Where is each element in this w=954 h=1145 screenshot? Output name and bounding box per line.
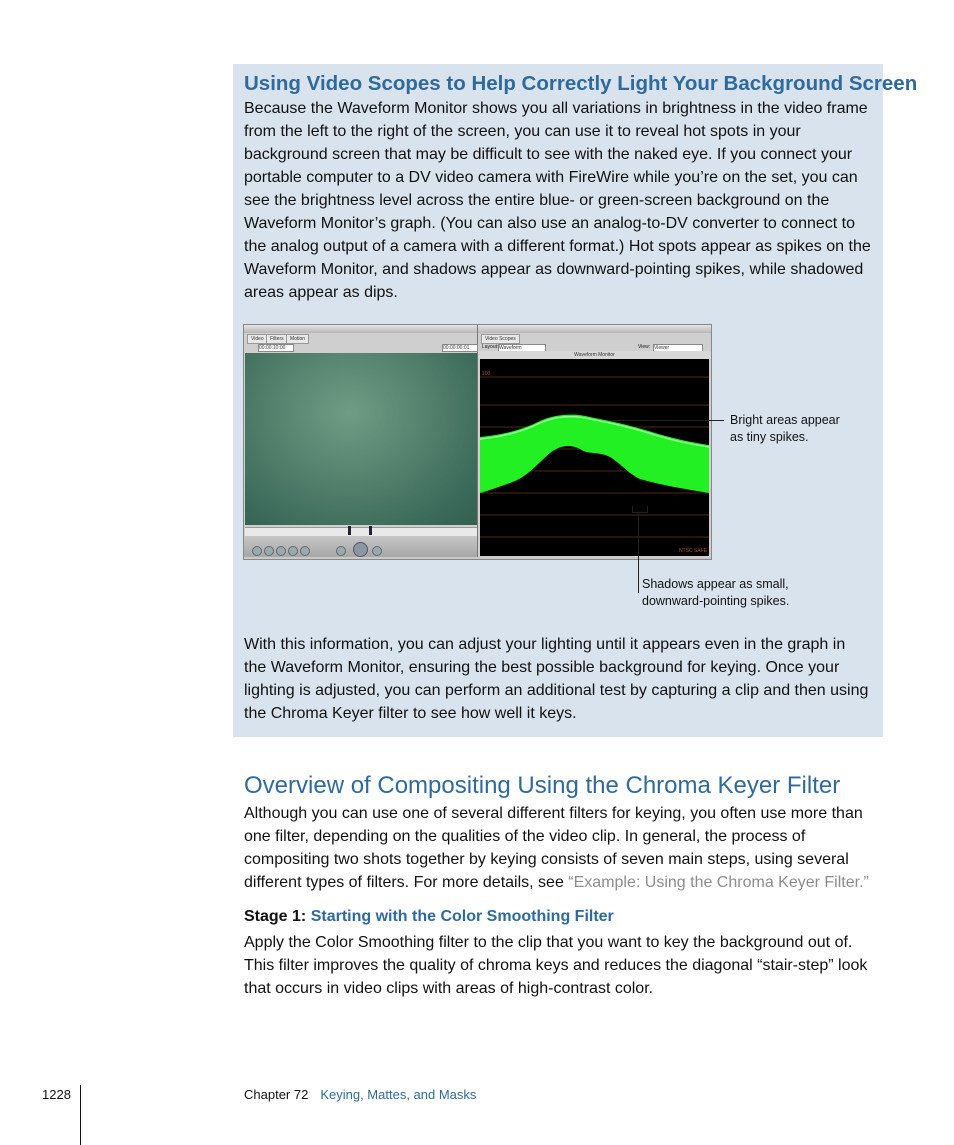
viewer-titlebar bbox=[244, 325, 477, 333]
sidebar-paragraph-1 bbox=[244, 97, 878, 304]
text-line: one filter, depending on the qualities of the video clip. In general, the process of bbox=[244, 828, 806, 845]
waveform-trace bbox=[480, 359, 709, 556]
timecode-duration: 00:00:10:00 bbox=[258, 344, 294, 352]
bracket-right bbox=[647, 506, 648, 513]
stage-link[interactable]: Starting with the Color Smoothing Filter bbox=[310, 908, 614, 925]
sidebar-title: Using Video Scopes to Help Correctly Light Your Background Screen bbox=[244, 72, 918, 95]
match-frame-button[interactable] bbox=[300, 546, 310, 556]
waveform-graph bbox=[480, 359, 709, 556]
mark-in-button[interactable] bbox=[252, 546, 262, 556]
text-line: Waveform Monitor’s graph. (You can also use an analog-to-DV converter to connect to bbox=[244, 215, 855, 232]
callout-line: Bright areas appear bbox=[730, 413, 840, 427]
play-button[interactable] bbox=[353, 542, 368, 557]
text-line: portable computer to a DV video camera with FireWire while you’re on the set, you can bbox=[244, 169, 858, 186]
stage-label: Stage 1: bbox=[244, 908, 311, 925]
callout-leader-shadows bbox=[638, 513, 639, 593]
viewer-window bbox=[244, 325, 478, 557]
text-line: This filter improves the quality of chroma keys and reduces the diagonal “stair-step” look bbox=[244, 957, 868, 974]
scrubber-bar[interactable] bbox=[245, 527, 477, 536]
scopes-screenshot bbox=[243, 324, 712, 560]
chapter-title-link[interactable]: Keying, Mattes, and Masks bbox=[320, 1087, 477, 1102]
green-screen-frame bbox=[245, 353, 477, 525]
callout-bright-areas bbox=[730, 412, 840, 446]
page-number: 1228 bbox=[42, 1087, 71, 1102]
tab-motion[interactable]: Motion bbox=[286, 334, 309, 344]
callout-line: downward-pointing spikes. bbox=[642, 594, 790, 608]
layout-label: Layout: bbox=[482, 344, 499, 350]
text-line: Waveform Monitor, and shadows appear as downward-pointing spikes, while shadowed bbox=[244, 261, 864, 278]
transport-controls bbox=[244, 536, 477, 557]
out-point-marker[interactable] bbox=[369, 526, 372, 535]
text-span: different types of filters. For more details, see bbox=[244, 874, 569, 891]
in-point-marker[interactable] bbox=[348, 526, 351, 535]
text-line: that occurs in video clips with areas of high-contrast color. bbox=[244, 980, 654, 997]
view-select[interactable]: Viewer bbox=[653, 344, 703, 352]
video-scopes-window bbox=[478, 325, 711, 557]
text-line: see the brightness level across the entire blue- or green-screen background on the bbox=[244, 192, 830, 209]
section-paragraph bbox=[244, 802, 878, 894]
step-forward-button[interactable] bbox=[288, 546, 298, 556]
timecode-current: 00:00:00:01 bbox=[442, 344, 478, 352]
callout-shadows bbox=[642, 576, 789, 610]
text-line: Although you can use one of several different filters for keying, you often use more than bbox=[244, 805, 863, 822]
ntsc-safe-label: NTSC SAFE bbox=[678, 548, 707, 554]
view-label: View: bbox=[638, 344, 651, 350]
footer-chapter bbox=[244, 1087, 476, 1102]
example-link[interactable]: “Example: Using the Chroma Keyer Filter.” bbox=[568, 874, 869, 891]
footer-divider bbox=[80, 1085, 81, 1145]
text-line: the analog output of a camera with a different format.) Hot spots appear as spikes on the bbox=[244, 238, 871, 255]
text-line: Apply the Color Smoothing filter to the clip that you want to key the background out of. bbox=[244, 934, 853, 951]
previous-edit-button[interactable] bbox=[336, 546, 346, 556]
scopes-titlebar bbox=[478, 325, 711, 333]
next-edit-button[interactable] bbox=[372, 546, 382, 556]
sidebar-paragraph-2 bbox=[244, 633, 878, 725]
layout-select[interactable]: Waveform bbox=[498, 344, 546, 352]
callout-line: as tiny spikes. bbox=[730, 430, 809, 444]
callout-line: Shadows appear as small, bbox=[642, 577, 789, 591]
text-line: the Chroma Keyer filter to see how well it keys. bbox=[244, 705, 577, 722]
tab-video[interactable]: Video bbox=[247, 334, 268, 344]
scale-label: 100 bbox=[482, 371, 491, 377]
stage-heading bbox=[244, 908, 614, 926]
bracket-bottom bbox=[632, 512, 648, 513]
text-line: lighting is adjusted, you can perform an additional test by capturing a clip and then using bbox=[244, 682, 869, 699]
stage-paragraph bbox=[244, 931, 878, 1000]
text-line: background screen that may be difficult to see with the naked eye. If you connect your bbox=[244, 146, 853, 163]
text-line: With this information, you can adjust your lighting until it appears even in the graph in bbox=[244, 636, 846, 653]
text-line bbox=[244, 871, 878, 894]
chapter-label: Chapter 72 bbox=[244, 1087, 309, 1102]
text-line: from the left to the right of the screen, you can use it to reveal hot spots in your bbox=[244, 123, 801, 140]
text-line: compositing two shots together by keying consists of seven main steps, using several bbox=[244, 851, 849, 868]
callout-leader-bright bbox=[612, 420, 724, 421]
tab-video-scopes[interactable]: Video Scopes bbox=[481, 334, 520, 344]
step-back-button[interactable] bbox=[276, 546, 286, 556]
section-heading: Overview of Compositing Using the Chroma Keyer Filter bbox=[244, 772, 841, 799]
text-line: the Waveform Monitor, ensuring the best possible background for keying. Once your bbox=[244, 659, 840, 676]
mark-out-button[interactable] bbox=[264, 546, 274, 556]
text-line: areas appear as dips. bbox=[244, 284, 398, 301]
tab-filters[interactable]: Filters bbox=[266, 334, 288, 344]
text-line: Because the Waveform Monitor shows you all variations in brightness in the video frame bbox=[244, 100, 868, 117]
waveform-monitor-header: Waveform Monitor bbox=[478, 351, 711, 359]
